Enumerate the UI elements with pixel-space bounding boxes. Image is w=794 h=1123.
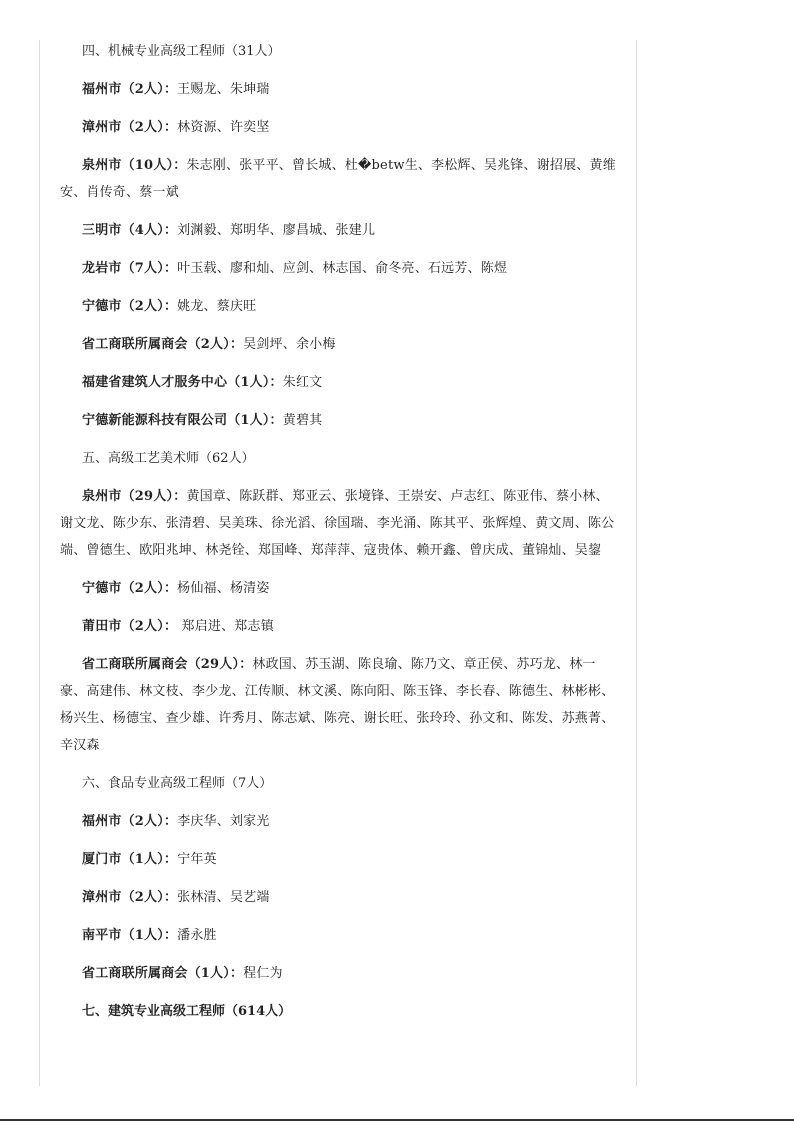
entry bbox=[60, 407, 618, 434]
entry-names: 朱志刚、张平平、曾长城、杜�betw生、李松辉、吴兆锋、谢招展、黄维安、肖传奇、蔡一斌 bbox=[60, 158, 616, 200]
entry-org: 福州市（2人）： bbox=[82, 82, 178, 97]
entry-names: 程仁为 bbox=[243, 966, 283, 981]
entry-org: 泉州市（29人）： bbox=[82, 489, 187, 504]
entry bbox=[60, 613, 618, 640]
entry bbox=[60, 960, 618, 987]
section-heading-food: 六、食品专业高级工程师（7人） bbox=[82, 776, 273, 791]
entry bbox=[60, 293, 618, 320]
entry-org: 南平市（1人）： bbox=[82, 928, 178, 943]
entry-org: 厦门市（1人）： bbox=[82, 852, 178, 867]
entry bbox=[60, 483, 618, 564]
entry bbox=[60, 217, 618, 244]
entry-org: 龙岩市（7人）： bbox=[82, 261, 178, 276]
entry-names: 林政国、苏玉湖、陈良瑜、陈乃文、章正侯、苏巧龙、林一豪、高建伟、林文枝、李少龙、江传顺、林文溪、陈向阳、陈玉锋、李长春、陈德生、林彬彬、杨兴生、杨德宝、查少雄、许秀月、陈志斌、陈亮、谢长旺、张玲玲、孙文和、陈发、苏燕菁、辛汉森 bbox=[60, 657, 615, 753]
entry-org: 省工商联所属商会（1人）： bbox=[82, 966, 244, 981]
entry-org: 三明市（4人）： bbox=[82, 223, 178, 238]
entry bbox=[60, 331, 618, 358]
entry-org: 省工商联所属商会（29人）： bbox=[82, 657, 253, 672]
entry-names: 潘永胜 bbox=[177, 928, 217, 943]
entry-org: 泉州市（10人）： bbox=[82, 158, 187, 173]
entry-org: 漳州市（2人）： bbox=[82, 890, 178, 905]
entry-org: 省工商联所属商会（2人）： bbox=[82, 337, 244, 352]
entry bbox=[60, 255, 618, 282]
entry-names: 杨仙福、杨清姿 bbox=[177, 581, 270, 596]
entry-names: 黄国章、陈跃群、郑亚云、张境锋、王崇安、卢志红、陈亚伟、蔡小林、谢文龙、陈少东、张清碧、吴美珠、徐光滔、徐国瑞、李光涌、陈其平、张辉煌、黄文周、陈公端、曾德生、欧阳兆坤、林尧铨、郑国峰、郑萍萍、寇贵体、赖开鑫、曾庆成、董锦灿、吴鋆 bbox=[60, 489, 615, 558]
section-heading-arts-crafts: 五、高级工艺美术师（62人） bbox=[82, 451, 255, 466]
entry-org: 漳州市（2人）： bbox=[82, 120, 178, 135]
right-margin-rule bbox=[636, 40, 637, 1086]
document-body bbox=[60, 38, 618, 1036]
page-bottom-border bbox=[0, 1119, 794, 1121]
entry bbox=[60, 114, 618, 141]
entry bbox=[60, 369, 618, 396]
entry bbox=[60, 922, 618, 949]
entry bbox=[60, 651, 618, 759]
left-margin-rule bbox=[39, 40, 40, 1086]
entry-names: 叶玉载、廖和灿、应剑、林志国、俞冬亮、石远芳、陈煜 bbox=[177, 261, 508, 276]
entry bbox=[60, 575, 618, 602]
entry-org: 宁德市（2人）： bbox=[82, 299, 178, 314]
entry-org: 莆田市（2人）： bbox=[82, 619, 178, 634]
entry bbox=[60, 152, 618, 206]
entry-org: 宁德新能源科技有限公司（1人）： bbox=[82, 413, 283, 428]
entry-names: 刘渊毅、郑明华、廖昌城、张建儿 bbox=[177, 223, 376, 238]
entry-names: 姚龙、蔡庆旺 bbox=[177, 299, 257, 314]
entry-names: 宁年英 bbox=[177, 852, 217, 867]
entry bbox=[60, 846, 618, 873]
entry-names: 黄碧其 bbox=[282, 413, 323, 428]
entry-org: 福州市（2人）： bbox=[82, 814, 178, 829]
entry-names: 吴剑坪、余小梅 bbox=[243, 337, 336, 352]
entry-names: 张林清、吴艺端 bbox=[177, 890, 270, 905]
entry-names: 王赐龙、朱坤瑞 bbox=[177, 82, 270, 97]
entry-names: 朱红文 bbox=[282, 375, 323, 390]
entry bbox=[60, 76, 618, 103]
entry-org: 福建省建筑人才服务中心（1人）： bbox=[82, 375, 283, 390]
section-heading-mechanical: 四、机械专业高级工程师（31人） bbox=[82, 44, 281, 59]
entry-names: 郑启进、郑志镇 bbox=[177, 619, 274, 634]
entry-org: 宁德市（2人）： bbox=[82, 581, 178, 596]
entry-names: 李庆华、刘家光 bbox=[177, 814, 270, 829]
section-heading-construction: 七、建筑专业高级工程师（614人） bbox=[82, 1004, 292, 1019]
entry bbox=[60, 808, 618, 835]
entry bbox=[60, 884, 618, 911]
entry-names: 林资源、许奕坚 bbox=[177, 120, 270, 135]
